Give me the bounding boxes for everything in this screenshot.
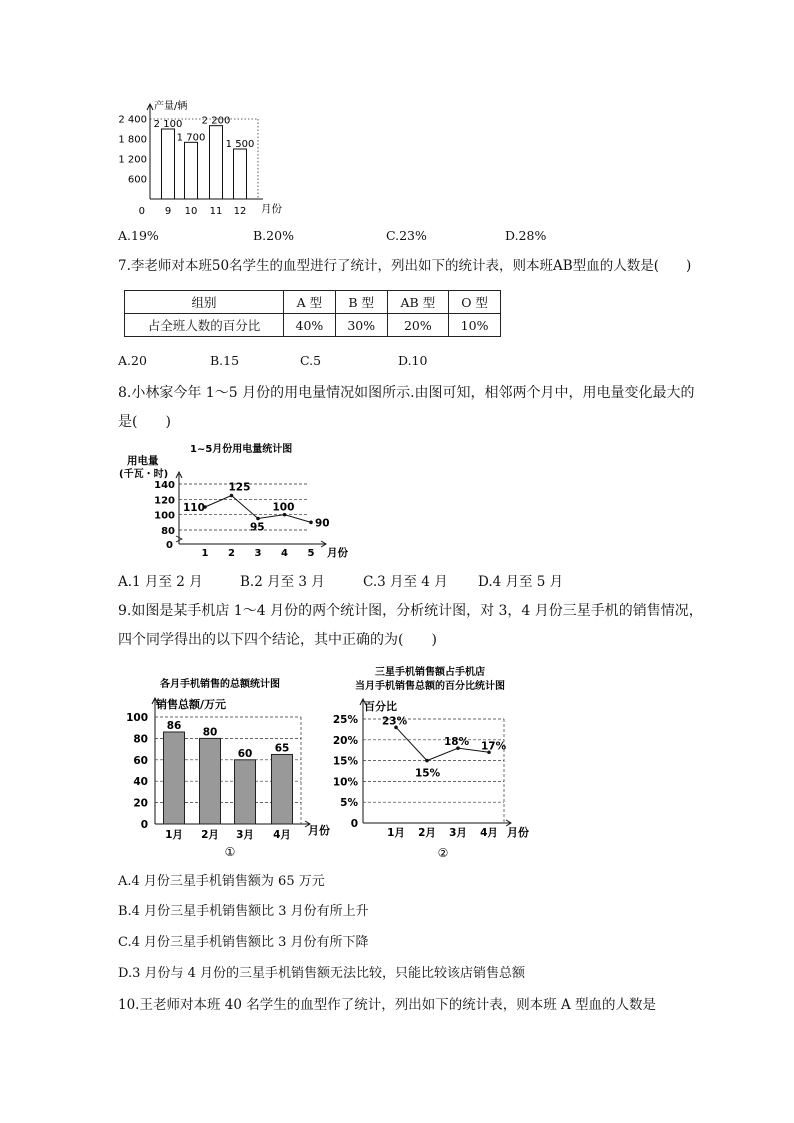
- table-row: [125, 291, 501, 314]
- q9a-y-tick-label: 60: [133, 754, 148, 767]
- q9b-x-tick-label: 4月: [480, 827, 498, 839]
- q9b-x-tick-label: 1月: [387, 827, 405, 839]
- q9b-data-line: [396, 727, 489, 760]
- q9b-data-label: 17%: [481, 740, 507, 753]
- q8-data-point: [230, 494, 234, 498]
- q6-y-tick-label: 2 400: [118, 114, 147, 126]
- q8-x-tick-label: 5: [307, 548, 315, 558]
- q8-x-tick-label: 3: [254, 548, 262, 558]
- q8-x-tick-label: 2: [228, 548, 235, 558]
- table-header-cell: A 型: [284, 291, 336, 314]
- q9a-y-tick-label: 40: [133, 776, 148, 789]
- q9b-data-point: [425, 759, 429, 763]
- q9-option-b[interactable]: B.4 月份三星手机销售额比 3 月份有所上升: [118, 904, 369, 919]
- q9a-x-tick-label: 4月: [273, 829, 291, 841]
- q9a-y-tick-label: 100: [126, 712, 148, 724]
- q9-percent-line-chart: [330, 660, 540, 865]
- q8-y-axis-label-line2: (千瓦・时): [119, 469, 169, 480]
- q6-x-tick-label: 9: [164, 206, 172, 217]
- q8-x-axis-label: 月份: [327, 547, 348, 558]
- q9a-y-tick-label: 80: [133, 733, 148, 746]
- q8-option-c[interactable]: C.3 月至 4 月: [363, 574, 448, 590]
- q6-y-axis-label: 产量/辆: [154, 101, 188, 112]
- table-header-cell: O 型: [449, 291, 501, 314]
- q9a-y-tick-label: 0: [140, 819, 148, 831]
- table-cell: 30%: [335, 314, 387, 337]
- q9a-bar: [272, 754, 293, 824]
- table-row: [125, 314, 501, 337]
- q6-x-tick-label: 11: [209, 206, 223, 217]
- table-header-cell: B 型: [335, 291, 387, 314]
- q7-option-a[interactable]: A.20: [118, 353, 147, 368]
- q9a-caption: ①: [224, 845, 236, 859]
- q9b-y-tick-label: 15%: [332, 755, 358, 768]
- q7-option-b[interactable]: B.15: [210, 353, 240, 368]
- q9b-x-axis-label: 月份: [507, 826, 529, 839]
- q6-bar: [185, 142, 198, 199]
- q8-data-label: 125: [228, 481, 251, 494]
- q9-sales-bar-chart: [118, 665, 333, 865]
- q8-option-a[interactable]: A.1 月至 2 月: [118, 574, 203, 590]
- q8-y-tick-label: 100: [154, 510, 175, 522]
- q9a-bar-value-label: 60: [237, 747, 253, 760]
- q8-y-axis-label-line1: 用电量: [127, 455, 159, 467]
- q9a-bar: [164, 732, 185, 824]
- q9a-x-axis-label: 月份: [308, 824, 330, 837]
- table-row-label: 占全班人数的百分比: [125, 314, 284, 337]
- q9a-bar-value-label: 80: [202, 726, 218, 739]
- q9b-chart-title-line1: 三星手机销售额占手机店: [375, 667, 485, 678]
- q8-data-point: [309, 521, 313, 525]
- q6-option-a[interactable]: A.19%: [118, 228, 159, 243]
- q6-bar-value-label: 2 100: [153, 119, 183, 130]
- q9b-y-tick-label: 0: [350, 818, 358, 830]
- q9b-data-label: 18%: [444, 736, 470, 749]
- q9a-x-tick-label: 2月: [201, 829, 219, 841]
- q9a-x-tick-label: 3月: [236, 829, 254, 841]
- q6-bar: [210, 126, 223, 199]
- q6-y-tick-label: 600: [127, 174, 147, 186]
- q7-text: 7.李老师对本班50名学生的血型进行了统计，列出如下的统计表，则本班AB型血的人数是( ): [118, 258, 692, 274]
- q6-option-b[interactable]: B.20%: [253, 228, 294, 243]
- q6-y-tick-label: 1 200: [118, 154, 147, 166]
- q6-bar-chart: [110, 95, 310, 220]
- q9-option-d[interactable]: D.3 月份与 4 月份的三星手机销售额无法比较，只能比较该店销售总额: [118, 966, 526, 981]
- q9b-x-tick-label: 3月: [449, 827, 467, 839]
- q8-data-label: 100: [272, 501, 295, 514]
- table-cell: 20%: [387, 314, 449, 337]
- q8-y-tick-label: 140: [154, 480, 175, 491]
- q7-option-d[interactable]: D.10: [398, 353, 428, 368]
- q9b-x-tick-label: 2月: [418, 827, 436, 839]
- q6-bar-value-label: 2 200: [201, 115, 231, 127]
- q9b-y-tick-label: 20%: [332, 734, 358, 747]
- q9a-x-tick-label: 1月: [165, 829, 183, 841]
- q8-text-line1: 8.小林家今年 1～5 月份的用电量情况如图所示.由图可知，相邻两个月中，用电量变化最大的: [118, 385, 695, 401]
- q8-x-tick-label: 4: [281, 548, 288, 558]
- q9b-y-tick-label: 5%: [340, 797, 358, 810]
- q9b-y-tick-label: 25%: [332, 714, 358, 726]
- q9a-bar-value-label: 86: [166, 719, 182, 732]
- q6-bar-value-label: 1 500: [225, 139, 255, 150]
- q6-bar: [234, 149, 247, 199]
- q8-origin-label: 0: [166, 540, 173, 551]
- q9b-caption: ②: [437, 846, 449, 860]
- q7-option-c[interactable]: C.5: [300, 353, 322, 368]
- q8-data-point: [256, 517, 260, 521]
- q6-x-axis-label: 月份: [261, 203, 282, 215]
- q9-text-line2: 四个同学得出的以下四个结论，其中正确的为( ): [118, 632, 437, 648]
- q8-text-line2: 是( ): [118, 414, 171, 430]
- q8-option-b[interactable]: B.2 月至 3 月: [240, 574, 325, 590]
- q9a-bar-value-label: 65: [274, 742, 290, 755]
- q7-blood-table: [124, 290, 501, 337]
- q9a-y-axis-label: 销售总额/万元: [156, 698, 227, 711]
- q8-data-label: 95: [250, 521, 265, 534]
- q8-y-tick-label: 80: [161, 526, 175, 537]
- q9-option-c[interactable]: C.4 月份三星手机销售额比 3 月份有所下降: [118, 935, 369, 950]
- q8-option-d[interactable]: D.4 月至 5 月: [478, 574, 564, 590]
- q9a-y-tick-label: 20: [133, 797, 148, 810]
- q8-x-tick-label: 1: [201, 548, 209, 558]
- q6-y-tick-label: 1 800: [118, 134, 147, 146]
- table-header-cell: 组别: [125, 291, 284, 314]
- q9b-data-label: 15%: [415, 767, 441, 780]
- q6-option-d[interactable]: D.28%: [505, 228, 547, 243]
- table-header-cell: AB 型: [387, 291, 449, 314]
- q9b-y-axis-label: 百分比: [364, 700, 397, 713]
- table-cell: 40%: [284, 314, 336, 337]
- q6-x-tick-label: 12: [233, 206, 247, 217]
- q6-bar-value-label: 1 700: [176, 132, 206, 144]
- q9-text-line1: 9.如图是某手机店 1～4 月份的两个统计图，分析统计图，对 3，4 月份三星手机的销售情况，: [118, 603, 703, 619]
- q9b-y-tick-label: 10%: [332, 776, 358, 789]
- q8-line-chart: [115, 438, 355, 558]
- q6-origin-label: 0: [138, 206, 145, 217]
- q9-option-a[interactable]: A.4 月份三星手机销售额为 65 万元: [118, 874, 325, 889]
- q9b-chart-title-line2: 当月手机销售总额的百分比统计图: [355, 681, 505, 692]
- q9a-bar: [235, 760, 256, 824]
- q8-data-label: 110: [183, 502, 205, 514]
- q6-x-tick-label: 10: [184, 206, 198, 217]
- table-cell: 10%: [449, 314, 501, 337]
- q9a-bar: [200, 738, 221, 824]
- q6-bar: [162, 129, 175, 199]
- q6-option-c[interactable]: C.23%: [386, 228, 427, 243]
- q9a-chart-title: 各月手机销售的总额统计图: [160, 679, 280, 690]
- q8-chart-title: 1~5月份用电量统计图: [190, 444, 293, 455]
- q9b-data-label: 23%: [382, 715, 408, 728]
- q10-text: 10.王老师对本班 40 名学生的血型作了统计，列出如下的统计表，则本班 A 型血的人数是: [118, 997, 657, 1013]
- q8-data-label: 90: [315, 517, 330, 530]
- q8-y-tick-label: 120: [154, 495, 175, 507]
